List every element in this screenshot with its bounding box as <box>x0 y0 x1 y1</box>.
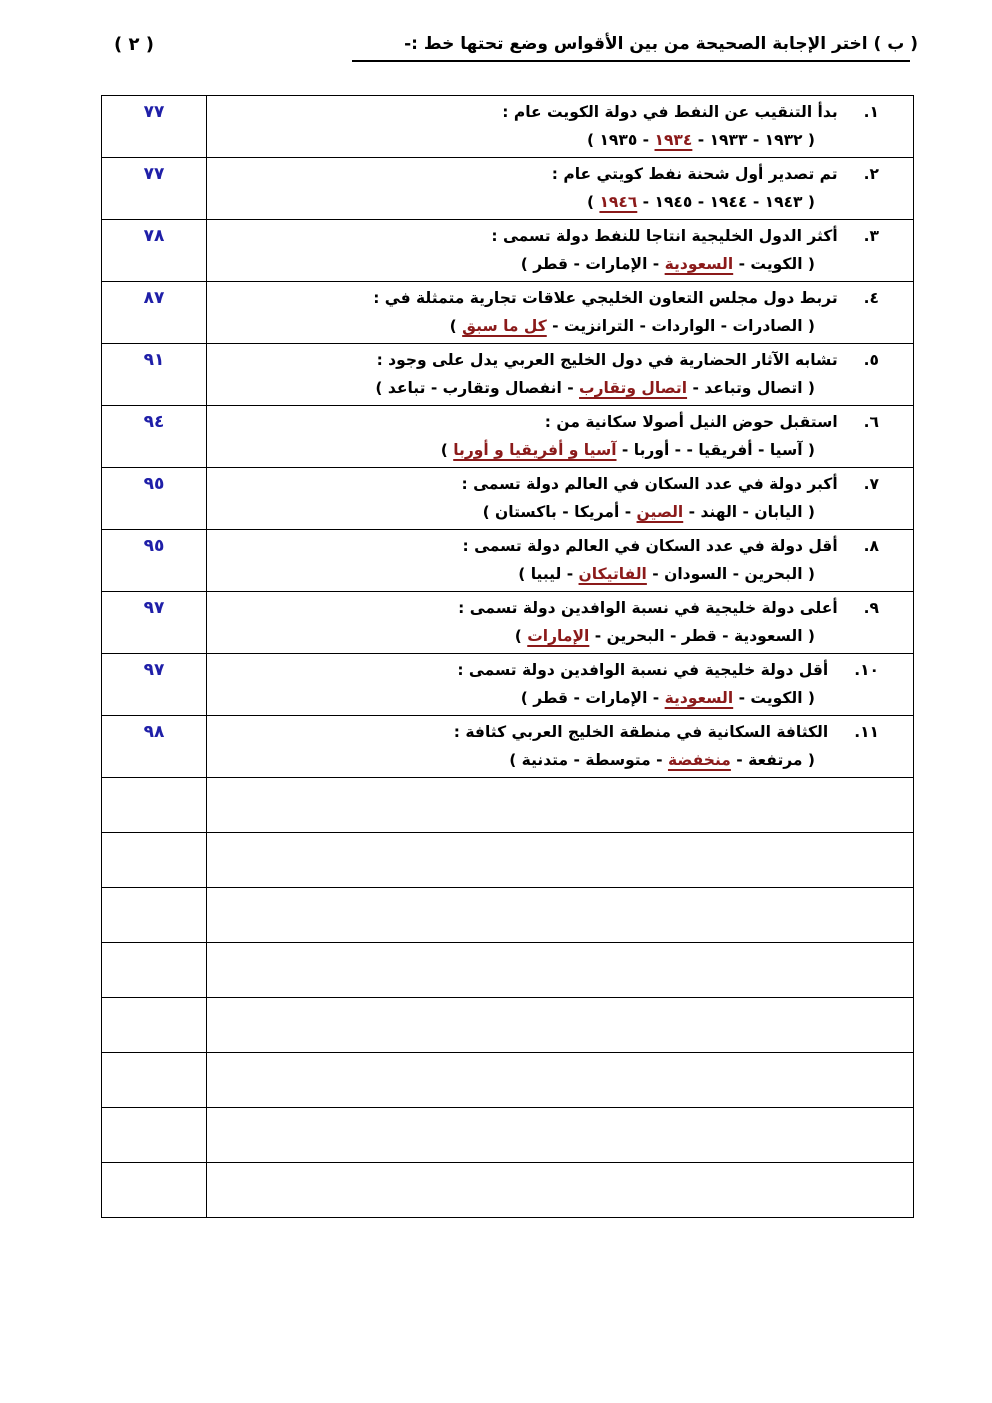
question-line <box>207 654 913 684</box>
answer-option: متوسطة <box>585 751 651 769</box>
options-close-paren: ) <box>520 255 534 273</box>
question-number: ٦. <box>863 413 879 431</box>
option-separator: - <box>669 441 682 459</box>
question-text: بدأ التنقيب عن النفط في دولة الكويت عام : <box>502 103 838 121</box>
option-separator: - <box>681 441 699 459</box>
empty-row <box>102 778 914 833</box>
page-ref: ٩٥ <box>143 474 165 494</box>
answer-options <box>207 684 913 712</box>
question-line <box>207 158 913 188</box>
answer-options <box>207 498 913 526</box>
option-separator: - <box>589 627 607 645</box>
answer-option: البحرين <box>606 627 665 645</box>
answer-option: ١٩٣٥ <box>599 131 638 149</box>
empty-row <box>102 1163 914 1218</box>
option-separator: - <box>568 751 586 769</box>
answer-option: قطر <box>681 627 717 645</box>
answer-option: أمريكا <box>574 503 620 521</box>
empty-question-cell <box>207 888 914 943</box>
options-open-paren: ( <box>802 751 815 769</box>
correct-option: اتصال وتقارب <box>579 379 688 397</box>
empty-row <box>102 1108 914 1163</box>
question-row <box>102 406 914 468</box>
page-ref-cell <box>102 530 207 592</box>
answer-option: الإمارات <box>585 689 648 707</box>
question-row <box>102 592 914 654</box>
answer-options <box>207 312 913 340</box>
answer-option: ليبيا <box>530 565 562 583</box>
question-line <box>207 530 913 560</box>
page-ref-cell <box>102 406 207 468</box>
question-row <box>102 654 914 716</box>
page-ref: ٨٧ <box>143 288 165 308</box>
option-separator: - <box>737 503 755 521</box>
question-cell <box>207 716 914 778</box>
options-close-paren: ) <box>586 131 600 149</box>
correct-option: منخفضة <box>667 751 731 769</box>
options-open-paren: ( <box>802 255 815 273</box>
answer-option: آسيا <box>769 441 803 459</box>
question-text: أعلى دولة خليجية في نسبة الوافدين دولة تسمى : <box>458 599 838 617</box>
option-separator: - <box>561 379 580 397</box>
answer-options <box>207 126 913 154</box>
options-close-paren: ) <box>520 689 534 707</box>
section-title: ( ب ) اختر الإجابة الصحيحة من بين الأقواس وضع تحتها خط :- <box>404 34 918 54</box>
option-separator: - <box>646 565 665 583</box>
options-open-paren: ( <box>802 503 815 521</box>
option-separator: - <box>747 131 765 149</box>
question-line <box>207 468 913 498</box>
page-ref-cell <box>102 468 207 530</box>
answer-option: البحرين <box>744 565 803 583</box>
options-open-paren: ( <box>802 193 815 211</box>
page-ref: ٧٨ <box>143 226 165 246</box>
correct-option: ١٩٣٤ <box>654 131 693 149</box>
empty-question-cell <box>207 1108 914 1163</box>
option-separator: - <box>647 689 665 707</box>
answer-options <box>207 436 913 464</box>
question-cell <box>207 96 914 158</box>
page-ref-cell <box>102 96 207 158</box>
question-number: ٣. <box>863 227 879 245</box>
question-row <box>102 158 914 220</box>
empty-row <box>102 943 914 998</box>
options-close-paren: ) <box>449 317 463 335</box>
question-line <box>207 344 913 374</box>
page-ref: ٧٧ <box>143 164 165 184</box>
empty-row <box>102 998 914 1053</box>
answer-option: متدنية <box>521 751 569 769</box>
correct-option: الصين <box>636 503 684 521</box>
page-ref-cell <box>102 344 207 406</box>
options-open-paren: ( <box>802 131 815 149</box>
empty-page-ref-cell <box>102 1108 207 1163</box>
option-separator: - <box>650 751 668 769</box>
page-ref-cell <box>102 592 207 654</box>
answer-option: أفريقيا <box>698 441 753 459</box>
page-ref-cell <box>102 282 207 344</box>
question-number: ١١. <box>854 723 879 741</box>
correct-option: كل ما سبق <box>462 317 547 335</box>
answer-option: تباعد <box>387 379 426 397</box>
question-line <box>207 96 913 126</box>
empty-page-ref-cell <box>102 778 207 833</box>
option-separator: - <box>561 565 579 583</box>
option-separator: - <box>634 317 652 335</box>
answer-option: الهند <box>700 503 738 521</box>
question-row <box>102 468 914 530</box>
question-number: ٨. <box>863 537 879 555</box>
option-separator: - <box>692 193 710 211</box>
answer-option: أوربا <box>633 441 670 459</box>
answer-option: قطر <box>533 689 569 707</box>
option-separator: - <box>425 379 443 397</box>
empty-question-cell <box>207 833 914 888</box>
question-line <box>207 592 913 622</box>
question-text: أكثر الدول الخليجية انتاجا للنفط دولة تسمى : <box>491 227 838 245</box>
question-number: ١٠. <box>854 661 879 679</box>
option-separator: - <box>637 193 655 211</box>
correct-option: الفاتيكان <box>578 565 647 583</box>
answer-option: قطر <box>533 255 569 273</box>
options-close-paren: ) <box>514 627 528 645</box>
empty-row <box>102 1053 914 1108</box>
question-line <box>207 220 913 250</box>
option-separator: - <box>733 689 751 707</box>
question-line <box>207 716 913 746</box>
answer-option: الإمارات <box>585 255 648 273</box>
answer-option: انفصال وتقارب <box>442 379 562 397</box>
answer-option: الواردات <box>651 317 716 335</box>
empty-question-cell <box>207 1163 914 1218</box>
question-cell <box>207 530 914 592</box>
option-separator: - <box>637 131 655 149</box>
answer-option: الكويت <box>750 689 803 707</box>
question-number: ٧. <box>863 475 879 493</box>
question-text: تربط دول مجلس التعاون الخليجي علاقات تجارية متمثلة في : <box>373 289 838 307</box>
question-text: تشابه الآثار الحضارية في دول الخليج العربي يدل على وجود : <box>376 351 838 369</box>
question-number: ٢. <box>863 165 879 183</box>
option-separator: - <box>647 255 665 273</box>
empty-page-ref-cell <box>102 833 207 888</box>
option-separator: - <box>733 255 751 273</box>
option-separator: - <box>568 689 586 707</box>
question-text: استقبل حوض النيل أصولا سكانية من : <box>544 413 838 431</box>
option-separator: - <box>752 441 770 459</box>
option-separator: - <box>664 627 682 645</box>
answer-option: السودان <box>664 565 728 583</box>
answer-option: اتصال وتباعد <box>704 379 803 397</box>
options-open-paren: ( <box>802 565 815 583</box>
option-separator: - <box>687 379 705 397</box>
correct-option: السعودية <box>664 689 734 707</box>
answer-option: ١٩٤٥ <box>654 193 693 211</box>
options-close-paren: ) <box>375 379 388 397</box>
options-close-paren: ) <box>440 441 454 459</box>
option-separator: - <box>568 255 586 273</box>
option-separator: - <box>727 565 745 583</box>
options-close-paren: ) <box>509 751 522 769</box>
question-text: أقل دولة خليجية في نسبة الوافدين دولة تسمى : <box>457 661 829 679</box>
question-text: أقل دولة في عدد السكان في العالم دولة تسمى : <box>462 537 838 555</box>
page-ref: ٩٨ <box>143 722 165 742</box>
question-row <box>102 220 914 282</box>
correct-option: آسيا و أفريقيا و أوربا <box>453 441 617 459</box>
page-ref: ٩٤ <box>143 412 165 432</box>
question-cell <box>207 406 914 468</box>
empty-page-ref-cell <box>102 1053 207 1108</box>
question-number: ٤. <box>863 289 879 307</box>
correct-option: الإمارات <box>527 627 590 645</box>
empty-question-cell <box>207 778 914 833</box>
answer-option: ١٩٣٣ <box>709 131 748 149</box>
empty-page-ref-cell <box>102 1163 207 1218</box>
page-ref: ٩١ <box>143 350 165 370</box>
answer-option: الترانزيت <box>564 317 635 335</box>
page-ref: ٧٧ <box>143 102 165 122</box>
empty-row <box>102 833 914 888</box>
title-underline <box>352 60 910 62</box>
questions-table <box>101 95 914 1218</box>
page-number: ( ٢ ) <box>114 34 154 55</box>
correct-option: السعودية <box>664 255 734 273</box>
options-open-paren: ( <box>802 317 815 335</box>
question-row <box>102 96 914 158</box>
question-text: أكبر دولة في عدد السكان في العالم دولة تسمى : <box>461 475 838 493</box>
questions-table-body <box>102 96 914 1218</box>
question-text: تم تصدير أول شحنة نفط كويتي عام : <box>551 165 838 183</box>
page-header <box>100 34 918 74</box>
answer-option: الكويت <box>750 255 803 273</box>
question-line <box>207 406 913 436</box>
page-ref: ٩٥ <box>143 536 165 556</box>
question-text: الكثافة السكانية في منطقة الخليج العربي كثافة : <box>453 723 829 741</box>
answer-option: اليابان <box>754 503 803 521</box>
page-ref: ٩٧ <box>143 660 165 680</box>
question-cell <box>207 158 914 220</box>
question-row <box>102 282 914 344</box>
page-ref: ٩٧ <box>143 598 165 618</box>
answer-options <box>207 374 913 402</box>
answer-options <box>207 188 913 216</box>
question-cell <box>207 282 914 344</box>
correct-option: ١٩٤٦ <box>599 193 638 211</box>
page-ref-cell <box>102 654 207 716</box>
empty-page-ref-cell <box>102 943 207 998</box>
answer-options <box>207 622 913 650</box>
question-cell <box>207 654 914 716</box>
question-row <box>102 344 914 406</box>
option-separator: - <box>692 131 710 149</box>
options-close-paren: ) <box>518 565 531 583</box>
options-close-paren: ) <box>482 503 496 521</box>
answer-option: ١٩٣٢ <box>764 131 803 149</box>
options-open-paren: ( <box>802 627 815 645</box>
question-cell <box>207 220 914 282</box>
question-number: ٥. <box>863 351 879 369</box>
options-open-paren: ( <box>802 441 815 459</box>
options-close-paren: ) <box>586 193 600 211</box>
answer-option: السعودية <box>733 627 803 645</box>
answer-options <box>207 560 913 588</box>
answer-option: مرتفعة <box>748 751 803 769</box>
empty-row <box>102 888 914 943</box>
empty-page-ref-cell <box>102 888 207 943</box>
option-separator: - <box>556 503 575 521</box>
page-ref-cell <box>102 716 207 778</box>
question-row <box>102 530 914 592</box>
empty-question-cell <box>207 998 914 1053</box>
option-separator: - <box>730 751 749 769</box>
question-row <box>102 716 914 778</box>
option-separator: - <box>619 503 637 521</box>
option-separator: - <box>546 317 564 335</box>
answer-option: الصادرات <box>732 317 803 335</box>
answer-option: باكستان <box>495 503 557 521</box>
option-separator: - <box>747 193 765 211</box>
question-number: ١. <box>863 103 879 121</box>
answer-options <box>207 250 913 278</box>
option-separator: - <box>616 441 634 459</box>
empty-page-ref-cell <box>102 998 207 1053</box>
answer-option: ١٩٤٣ <box>764 193 803 211</box>
question-cell <box>207 344 914 406</box>
empty-question-cell <box>207 943 914 998</box>
page-ref-cell <box>102 220 207 282</box>
question-cell <box>207 468 914 530</box>
answer-option: ١٩٤٤ <box>709 193 748 211</box>
option-separator: - <box>683 503 701 521</box>
options-open-paren: ( <box>802 379 815 397</box>
empty-question-cell <box>207 1053 914 1108</box>
question-number: ٩. <box>863 599 879 617</box>
options-open-paren: ( <box>802 689 815 707</box>
page-ref-cell <box>102 158 207 220</box>
answer-options <box>207 746 913 774</box>
question-cell <box>207 592 914 654</box>
option-separator: - <box>715 317 733 335</box>
option-separator: - <box>716 627 734 645</box>
question-line <box>207 282 913 312</box>
